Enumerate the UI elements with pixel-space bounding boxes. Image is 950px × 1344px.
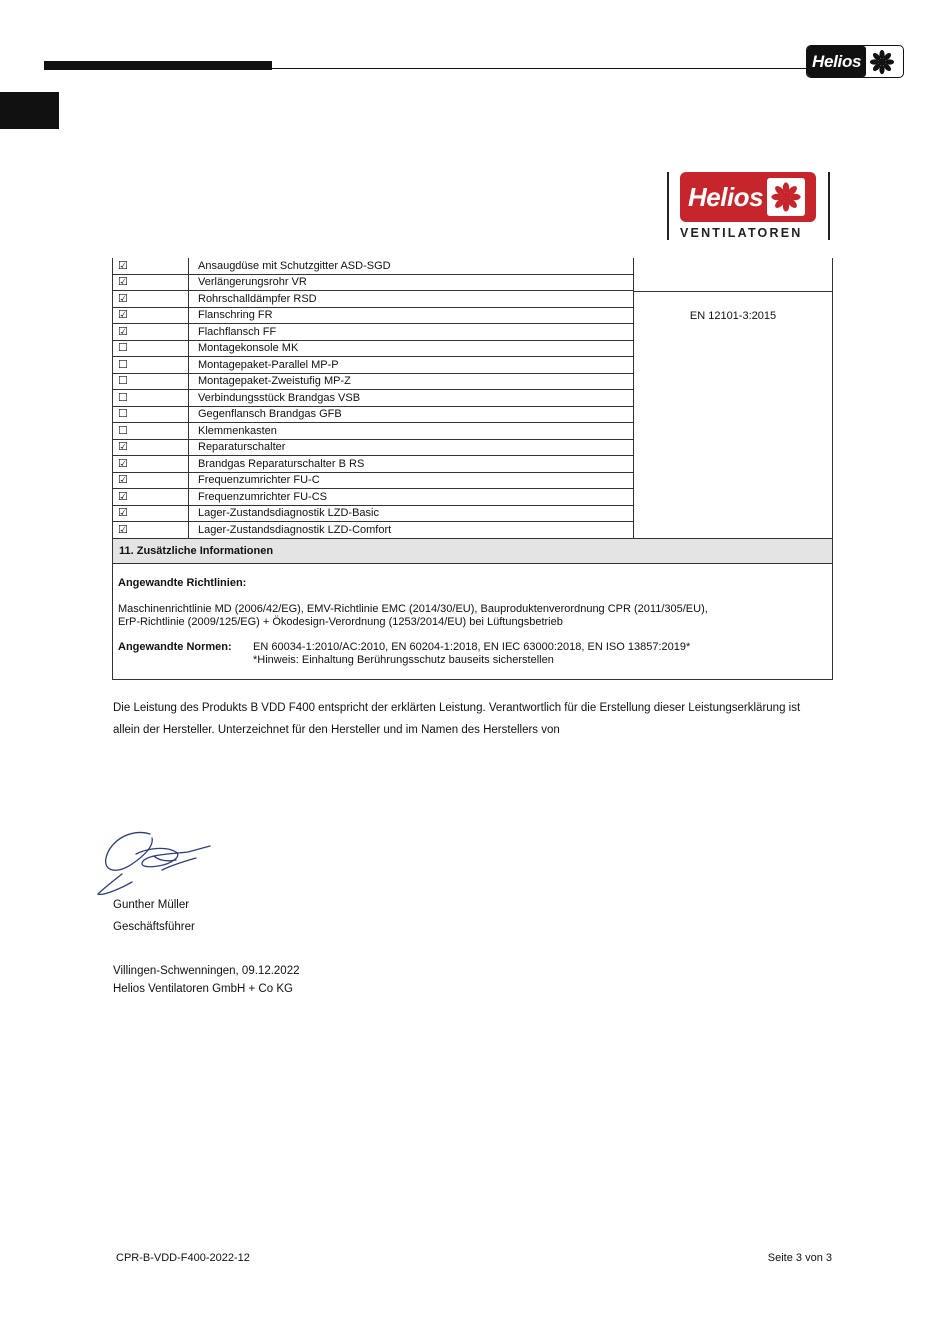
document-id: CPR-B-VDD-F400-2022-12	[116, 1252, 250, 1264]
signature-image	[92, 826, 218, 902]
accessory-label: Frequenzumrichter FU-CS	[198, 490, 327, 503]
table-row	[112, 489, 634, 506]
checkbox-icon: ☑	[118, 441, 128, 454]
norms-note: *Hinweis: Einhaltung Berührungsschutz bauseits sicherstellen	[253, 654, 554, 666]
accessory-label: Lager-Zustandsdiagnostik LZD-Comfort	[198, 523, 392, 536]
table-row	[112, 407, 634, 424]
table-row	[112, 275, 634, 292]
table-row	[112, 374, 634, 391]
page-tab-marker	[0, 92, 59, 129]
accessory-label: Montagepaket-Parallel MP-P	[198, 358, 339, 371]
table-row	[112, 308, 634, 325]
checkbox-icon: ☑	[118, 276, 128, 289]
table-row	[112, 440, 634, 457]
page-number: Seite 3 von 3	[767, 1252, 832, 1264]
fan-icon	[767, 178, 805, 216]
section-title: 11. Zusätzliche Informationen	[113, 538, 832, 564]
table-row	[112, 324, 634, 341]
letterhead-logo	[680, 172, 816, 222]
checkbox-icon: ☐	[118, 424, 128, 437]
letterhead-bar-right	[828, 172, 830, 240]
directives-text: Maschinenrichtlinie MD (2006/42/EG), EMV-Richtlinie EMC (2014/30/EU), Bauproduktenverordnung CPR (2011/305/EU),	[118, 603, 708, 615]
checkbox-icon: ☑	[118, 523, 128, 536]
header-logo-text: Helios	[807, 46, 866, 77]
checkbox-icon: ☑	[118, 490, 128, 503]
table-row	[112, 390, 634, 407]
table-row	[112, 456, 634, 473]
accessory-label: Verbindungsstück Brandgas VSB	[198, 391, 361, 404]
accessory-label: Ansaugdüse mit Schutzgitter ASD-SGD	[198, 259, 391, 272]
checkbox-icon: ☑	[118, 292, 128, 305]
accessory-label: Flanschring FR	[198, 309, 273, 322]
accessory-label: Montagekonsole MK	[198, 342, 299, 355]
directives-label: Angewandte Richtlinien:	[118, 577, 247, 589]
declaration-text: allein der Hersteller. Unterzeichnet für den Hersteller und im Namen des Herstellers von	[113, 724, 560, 736]
table-row	[112, 522, 634, 539]
place-date: Villingen-Schwenningen, 09.12.2022	[113, 965, 300, 977]
checkbox-icon: ☐	[118, 391, 128, 404]
checkbox-icon: ☑	[118, 457, 128, 470]
signatory-name: Gunther Müller	[113, 899, 190, 911]
checkbox-icon: ☑	[118, 474, 128, 487]
company-name: Helios Ventilatoren GmbH + Co KG	[113, 983, 293, 995]
letterhead-subtitle: VENTILATOREN	[680, 226, 803, 240]
table-row	[112, 341, 634, 358]
letterhead-bar-left	[667, 172, 669, 240]
table-row	[112, 291, 634, 308]
accessory-label: Verlängerungsrohr VR	[198, 276, 307, 289]
table-row-divider	[633, 291, 833, 292]
checkbox-icon: ☐	[118, 342, 128, 355]
accessory-label: Lager-Zustandsdiagnostik LZD-Basic	[198, 507, 379, 520]
checkbox-icon: ☑	[118, 507, 128, 520]
norms-text: EN 60034-1:2010/AC:2010, EN 60204-1:2018, EN IEC 63000:2018, EN ISO 13857:2019*	[253, 641, 691, 653]
directives-text: ErP-Richtlinie (2009/125/EG) + Ökodesign-Verordnung (1253/2014/EU) bei Lüftungsbetrieb	[118, 616, 563, 628]
header-logo	[806, 45, 904, 78]
checkbox-icon: ☐	[118, 358, 128, 371]
table-row	[112, 506, 634, 523]
table-row	[112, 423, 634, 440]
accessory-label: Gegenflansch Brandgas GFB	[198, 408, 342, 421]
accessory-label: Brandgas Reparaturschalter B RS	[198, 457, 365, 470]
accessory-label: Klemmenkasten	[198, 424, 277, 437]
accessory-label: Reparaturschalter	[198, 441, 286, 454]
checkbox-icon: ☐	[118, 375, 128, 388]
checkbox-icon: ☐	[118, 408, 128, 421]
declaration-text: Die Leistung des Produkts B VDD F400 entspricht der erklärten Leistung. Verantwortlich für die Erstellung dieser Leistungserklärung ist	[113, 702, 801, 714]
accessory-label: Frequenzumrichter FU-C	[198, 474, 320, 487]
norms-label: Angewandte Normen:	[118, 641, 232, 653]
checkbox-icon: ☑	[118, 259, 128, 272]
letterhead-logo-text: Helios	[688, 181, 764, 212]
accessory-label: Flachflansch FF	[198, 325, 277, 338]
signatory-title: Geschäftsführer	[113, 921, 195, 933]
checkbox-icon: ☑	[118, 309, 128, 322]
fan-icon	[869, 49, 895, 75]
accessory-label: Montagepaket-Zweistufig MP-Z	[198, 375, 351, 388]
harmonised-norm: EN 12101-3:2015	[689, 310, 777, 322]
table-row	[112, 473, 634, 490]
accessory-label: Rohrschalldämpfer RSD	[198, 292, 317, 305]
table-row	[112, 258, 634, 275]
header-rule-thin	[44, 68, 806, 69]
accessory-list	[112, 258, 634, 539]
checkbox-icon: ☑	[118, 325, 128, 338]
table-row	[112, 357, 634, 374]
